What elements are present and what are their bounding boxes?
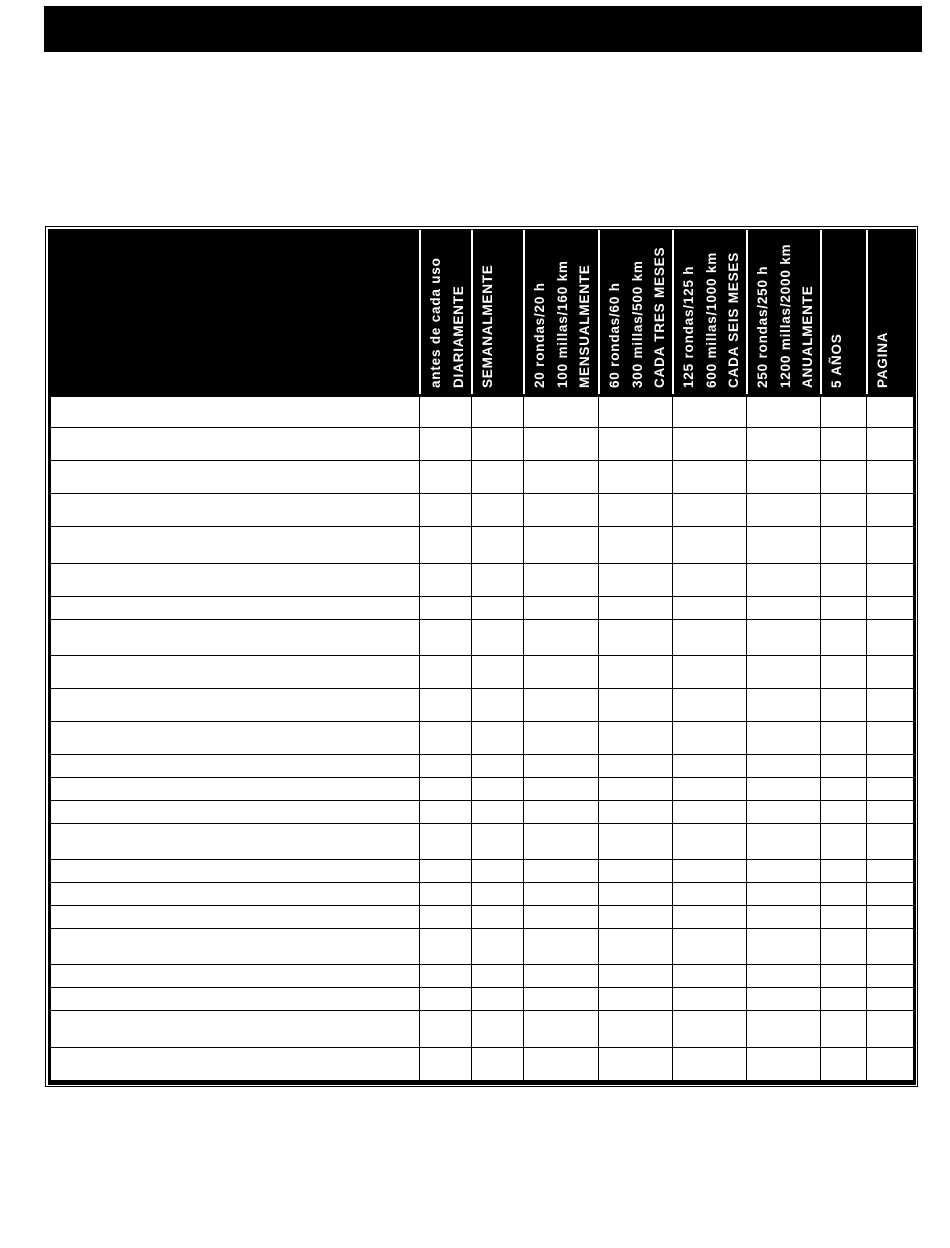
table-cell-diariamente	[419, 597, 471, 619]
table-cell-pagina	[866, 620, 916, 655]
table-cell-diariamente	[419, 397, 471, 427]
table-cell-anualmente	[746, 494, 820, 526]
table-cell-pagina	[866, 597, 916, 619]
table-cell-semanalmente	[471, 397, 523, 427]
table-cell-semanalmente	[471, 965, 523, 987]
table-cell-cada-seis-meses	[672, 929, 746, 964]
table-cell-diariamente	[419, 564, 471, 596]
header-mensualmente	[523, 230, 598, 394]
table-cell-diariamente	[419, 801, 471, 823]
table-cell-semanalmente	[471, 656, 523, 688]
table-cell-pagina	[866, 883, 916, 905]
header-label-cada-tres-meses	[604, 247, 672, 388]
table-cell-pagina	[866, 494, 916, 526]
table-cell-anualmente	[746, 461, 820, 493]
table-cell-anualmente	[746, 1011, 820, 1047]
table-cell-cada-tres-meses	[598, 883, 672, 905]
table-cell-semanalmente	[471, 722, 523, 754]
table-cell-cada-tres-meses	[598, 965, 672, 987]
table-cell-cinco-anos	[820, 988, 866, 1010]
table-cell-cinco-anos	[820, 656, 866, 688]
table-cell-semanalmente	[471, 597, 523, 619]
table-cell-cada-tres-meses	[598, 620, 672, 655]
table-cell-cinco-anos	[820, 778, 866, 800]
table-cell-cada-tres-meses	[598, 1048, 672, 1080]
table-cell-diariamente	[419, 620, 471, 655]
table-cell-cada-seis-meses	[672, 755, 746, 777]
table-cell-cada-tres-meses	[598, 461, 672, 493]
table-row	[51, 988, 913, 1011]
table-cell-cada-tres-meses	[598, 1011, 672, 1047]
table-cell-cinco-anos	[820, 397, 866, 427]
table-cell-cada-seis-meses	[672, 494, 746, 526]
header-line: 5 AÑOS	[829, 333, 844, 388]
table-row	[51, 929, 913, 965]
header-semanalmente	[471, 230, 523, 394]
table-cell-diariamente	[419, 656, 471, 688]
table-cell-pagina	[866, 1048, 916, 1080]
header-pagina	[866, 230, 916, 394]
table-cell-semanalmente	[471, 801, 523, 823]
table-cell-semanalmente	[471, 1011, 523, 1047]
table-cell-mensualmente	[523, 564, 598, 596]
table-cell-mensualmente	[523, 397, 598, 427]
table-cell-semanalmente	[471, 1048, 523, 1080]
table-cell-pagina	[866, 824, 916, 859]
table-row	[51, 722, 913, 755]
table-cell-mensualmente	[523, 527, 598, 563]
table-cell-cada-seis-meses	[672, 722, 746, 754]
table-cell-cada-seis-meses	[672, 965, 746, 987]
table-cell-semanalmente	[471, 883, 523, 905]
table-cell-anualmente	[746, 860, 820, 882]
table-cell-cada-tres-meses	[598, 494, 672, 526]
header-line: DIARIAMENTE	[450, 285, 466, 388]
table-cell-cada-seis-meses	[672, 1011, 746, 1047]
header-cada-tres-meses	[598, 230, 672, 394]
header-line: CADA SEIS MESES	[726, 251, 741, 388]
table-cell-cada-seis-meses	[672, 428, 746, 460]
maintenance-schedule-table	[48, 229, 916, 1085]
table-cell-semanalmente	[471, 428, 523, 460]
table-cell-mensualmente	[523, 965, 598, 987]
table-row	[51, 906, 913, 929]
table-cell-anualmente	[746, 801, 820, 823]
table-cell-mensualmente	[523, 1011, 598, 1047]
table-cell-diariamente	[419, 929, 471, 964]
table-cell-mensualmente	[523, 1048, 598, 1080]
table-cell-cada-tres-meses	[598, 824, 672, 859]
table-row	[51, 778, 913, 801]
header-line: 20 rondas/20 h	[532, 282, 547, 388]
table-cell-diariamente	[419, 494, 471, 526]
table-cell-cada-seis-meses	[672, 597, 746, 619]
table-cell-cinco-anos	[820, 689, 866, 721]
table-cell-mensualmente	[523, 860, 598, 882]
table-cell-mensualmente	[523, 929, 598, 964]
table-cell-diariamente	[419, 778, 471, 800]
table-cell-mensualmente	[523, 755, 598, 777]
header-line: 125 rondas/125 h	[681, 265, 696, 388]
table-cell-mensualmente	[523, 883, 598, 905]
table-cell-anualmente	[746, 564, 820, 596]
table-cell-cada-seis-meses	[672, 824, 746, 859]
table-cell-pagina	[866, 689, 916, 721]
table-cell-anualmente	[746, 906, 820, 928]
table-cell-diariamente	[419, 824, 471, 859]
table-cell-mensualmente	[523, 461, 598, 493]
table-cell-cinco-anos	[820, 755, 866, 777]
table-cell-semanalmente	[471, 860, 523, 882]
table-cell-diariamente	[419, 965, 471, 987]
header-line: CADA TRES MESES	[652, 246, 667, 388]
table-cell-cinco-anos	[820, 801, 866, 823]
table-body	[51, 397, 913, 1080]
table-cell-semanalmente	[471, 494, 523, 526]
table-cell-anualmente	[746, 929, 820, 964]
header-anualmente	[746, 230, 820, 394]
table-cell-semanalmente	[471, 929, 523, 964]
table-cell-mensualmente	[523, 824, 598, 859]
table-cell-diariamente	[419, 461, 471, 493]
header-line: 250 rondas/250 h	[755, 265, 770, 388]
table-cell-semanalmente	[471, 778, 523, 800]
table-cell-cinco-anos	[820, 597, 866, 619]
table-cell-anualmente	[746, 722, 820, 754]
table-cell-cada-seis-meses	[672, 620, 746, 655]
table-cell-semanalmente	[471, 527, 523, 563]
table-cell-cinco-anos	[820, 929, 866, 964]
table-cell-pagina	[866, 929, 916, 964]
table-cell-anualmente	[746, 965, 820, 987]
header-line: 1200 millas/2000 km	[777, 243, 793, 388]
table-cell-cada-seis-meses	[672, 860, 746, 882]
table-row	[51, 527, 913, 564]
table-cell-pagina	[866, 1011, 916, 1047]
table-cell-cada-seis-meses	[672, 906, 746, 928]
table-cell-semanalmente	[471, 906, 523, 928]
table-cell-mensualmente	[523, 906, 598, 928]
header-label-anualmente	[752, 244, 820, 388]
table-cell-cada-seis-meses	[672, 778, 746, 800]
header-line: 600 millas/1000 km	[703, 252, 719, 388]
table-cell-anualmente	[746, 883, 820, 905]
header-line: PAGINA	[875, 331, 890, 388]
table-row	[51, 883, 913, 906]
table-cell-anualmente	[746, 988, 820, 1010]
table-cell-cada-tres-meses	[598, 397, 672, 427]
table-cell-cada-seis-meses	[672, 397, 746, 427]
table-cell-anualmente	[746, 778, 820, 800]
table-cell-mensualmente	[523, 722, 598, 754]
table-cell-cada-seis-meses	[672, 527, 746, 563]
table-cell-cada-tres-meses	[598, 755, 672, 777]
table-row	[51, 494, 913, 527]
table-cell-diariamente	[419, 860, 471, 882]
table-cell-diariamente	[419, 1011, 471, 1047]
header-cinco-anos	[820, 230, 866, 394]
header-label-cinco-anos	[826, 333, 849, 388]
header-label-mensualmente	[529, 260, 597, 388]
table-cell-cada-seis-meses	[672, 801, 746, 823]
table-cell-pagina	[866, 397, 916, 427]
table-cell-mensualmente	[523, 494, 598, 526]
table-cell-mensualmente	[523, 801, 598, 823]
table-row	[51, 1048, 913, 1080]
header-diariamente	[419, 230, 471, 394]
header-line: antes de cada uso	[428, 257, 443, 388]
table-cell-semanalmente	[471, 564, 523, 596]
table-cell-cada-tres-meses	[598, 527, 672, 563]
table-cell-anualmente	[746, 656, 820, 688]
table-cell-cinco-anos	[820, 906, 866, 928]
table-row	[51, 965, 913, 988]
table-cell-cada-tres-meses	[598, 929, 672, 964]
table-cell-anualmente	[746, 527, 820, 563]
table-cell-pagina	[866, 965, 916, 987]
table-row	[51, 1011, 913, 1048]
header-line: SEMANALMENTE	[480, 264, 495, 388]
table-cell-cinco-anos	[820, 860, 866, 882]
table-header-row	[48, 229, 916, 394]
table-cell-cada-tres-meses	[598, 722, 672, 754]
table-cell-cinco-anos	[820, 564, 866, 596]
table-cell-pagina	[866, 906, 916, 928]
table-cell-mensualmente	[523, 428, 598, 460]
table-cell-diariamente	[419, 883, 471, 905]
table-cell-cinco-anos	[820, 494, 866, 526]
table-cell-cada-tres-meses	[598, 597, 672, 619]
header-line: ANUALMENTE	[800, 285, 815, 388]
table-cell-anualmente	[746, 620, 820, 655]
table-cell-cada-tres-meses	[598, 860, 672, 882]
table-cell-pagina	[866, 564, 916, 596]
top-black-banner	[44, 6, 922, 52]
table-cell-cinco-anos	[820, 527, 866, 563]
table-cell-diariamente	[419, 722, 471, 754]
table-cell-cada-tres-meses	[598, 428, 672, 460]
table-cell-diariamente	[419, 428, 471, 460]
table-cell-pagina	[866, 722, 916, 754]
table-cell-anualmente	[746, 755, 820, 777]
table-cell-cada-tres-meses	[598, 906, 672, 928]
table-cell-cinco-anos	[820, 620, 866, 655]
header-line: 300 millas/500 km	[629, 260, 645, 388]
header-label-pagina	[872, 332, 895, 388]
table-cell-semanalmente	[471, 755, 523, 777]
table-cell-pagina	[866, 860, 916, 882]
table-cell-pagina	[866, 801, 916, 823]
table-cell-diariamente	[419, 906, 471, 928]
table-row	[51, 397, 913, 428]
table-row	[51, 689, 913, 722]
header-label-cada-seis-meses	[678, 252, 746, 388]
header-label-semanalmente	[477, 264, 500, 388]
table-row	[51, 860, 913, 883]
table-cell-diariamente	[419, 755, 471, 777]
header-label-diariamente	[425, 257, 470, 388]
table-cell-cinco-anos	[820, 1048, 866, 1080]
table-cell-anualmente	[746, 428, 820, 460]
table-cell-cinco-anos	[820, 428, 866, 460]
table-cell-diariamente	[419, 689, 471, 721]
table-cell-cinco-anos	[820, 824, 866, 859]
table-cell-cada-tres-meses	[598, 564, 672, 596]
table-cell-mensualmente	[523, 988, 598, 1010]
table-cell-cada-tres-meses	[598, 988, 672, 1010]
table-row	[51, 620, 913, 656]
table-cell-cada-seis-meses	[672, 883, 746, 905]
table-cell-cada-seis-meses	[672, 988, 746, 1010]
table-cell-cinco-anos	[820, 965, 866, 987]
table-row	[51, 564, 913, 597]
table-cell-mensualmente	[523, 620, 598, 655]
table-cell-cinco-anos	[820, 883, 866, 905]
table-cell-semanalmente	[471, 988, 523, 1010]
table-row	[51, 428, 913, 461]
table-cell-diariamente	[419, 1048, 471, 1080]
header-cada-seis-meses	[672, 230, 746, 394]
table-cell-anualmente	[746, 1048, 820, 1080]
table-cell-cada-seis-meses	[672, 564, 746, 596]
table-cell-mensualmente	[523, 778, 598, 800]
table-row	[51, 801, 913, 824]
table-cell-cada-seis-meses	[672, 689, 746, 721]
table-cell-cada-tres-meses	[598, 778, 672, 800]
table-cell-semanalmente	[471, 461, 523, 493]
table-cell-anualmente	[746, 689, 820, 721]
header-line: 100 millas/160 km	[554, 260, 570, 388]
table-row	[51, 597, 913, 620]
table-cell-pagina	[866, 988, 916, 1010]
table-cell-semanalmente	[471, 620, 523, 655]
header-line: MENSUALMENTE	[577, 264, 592, 388]
table-cell-pagina	[866, 428, 916, 460]
table-cell-pagina	[866, 461, 916, 493]
table-cell-pagina	[866, 656, 916, 688]
table-cell-cinco-anos	[820, 1011, 866, 1047]
table-cell-cada-tres-meses	[598, 801, 672, 823]
table-cell-anualmente	[746, 397, 820, 427]
table-cell-cada-tres-meses	[598, 656, 672, 688]
table-cell-anualmente	[746, 824, 820, 859]
header-line: 60 rondas/60 h	[607, 282, 622, 388]
table-cell-pagina	[866, 755, 916, 777]
table-cell-mensualmente	[523, 597, 598, 619]
table-row	[51, 824, 913, 860]
table-row	[51, 461, 913, 494]
table-cell-cada-tres-meses	[598, 689, 672, 721]
table-row	[51, 755, 913, 778]
table-cell-mensualmente	[523, 689, 598, 721]
table-cell-diariamente	[419, 988, 471, 1010]
table-cell-semanalmente	[471, 824, 523, 859]
table-cell-pagina	[866, 527, 916, 563]
table-cell-pagina	[866, 778, 916, 800]
table-cell-cada-seis-meses	[672, 1048, 746, 1080]
table-cell-semanalmente	[471, 689, 523, 721]
table-cell-diariamente	[419, 527, 471, 563]
table-cell-cada-seis-meses	[672, 461, 746, 493]
table-cell-cinco-anos	[820, 722, 866, 754]
table-row	[51, 656, 913, 689]
header-task	[48, 230, 419, 394]
table-cell-cinco-anos	[820, 461, 866, 493]
table-cell-cada-seis-meses	[672, 656, 746, 688]
table-cell-anualmente	[746, 597, 820, 619]
table-cell-mensualmente	[523, 656, 598, 688]
